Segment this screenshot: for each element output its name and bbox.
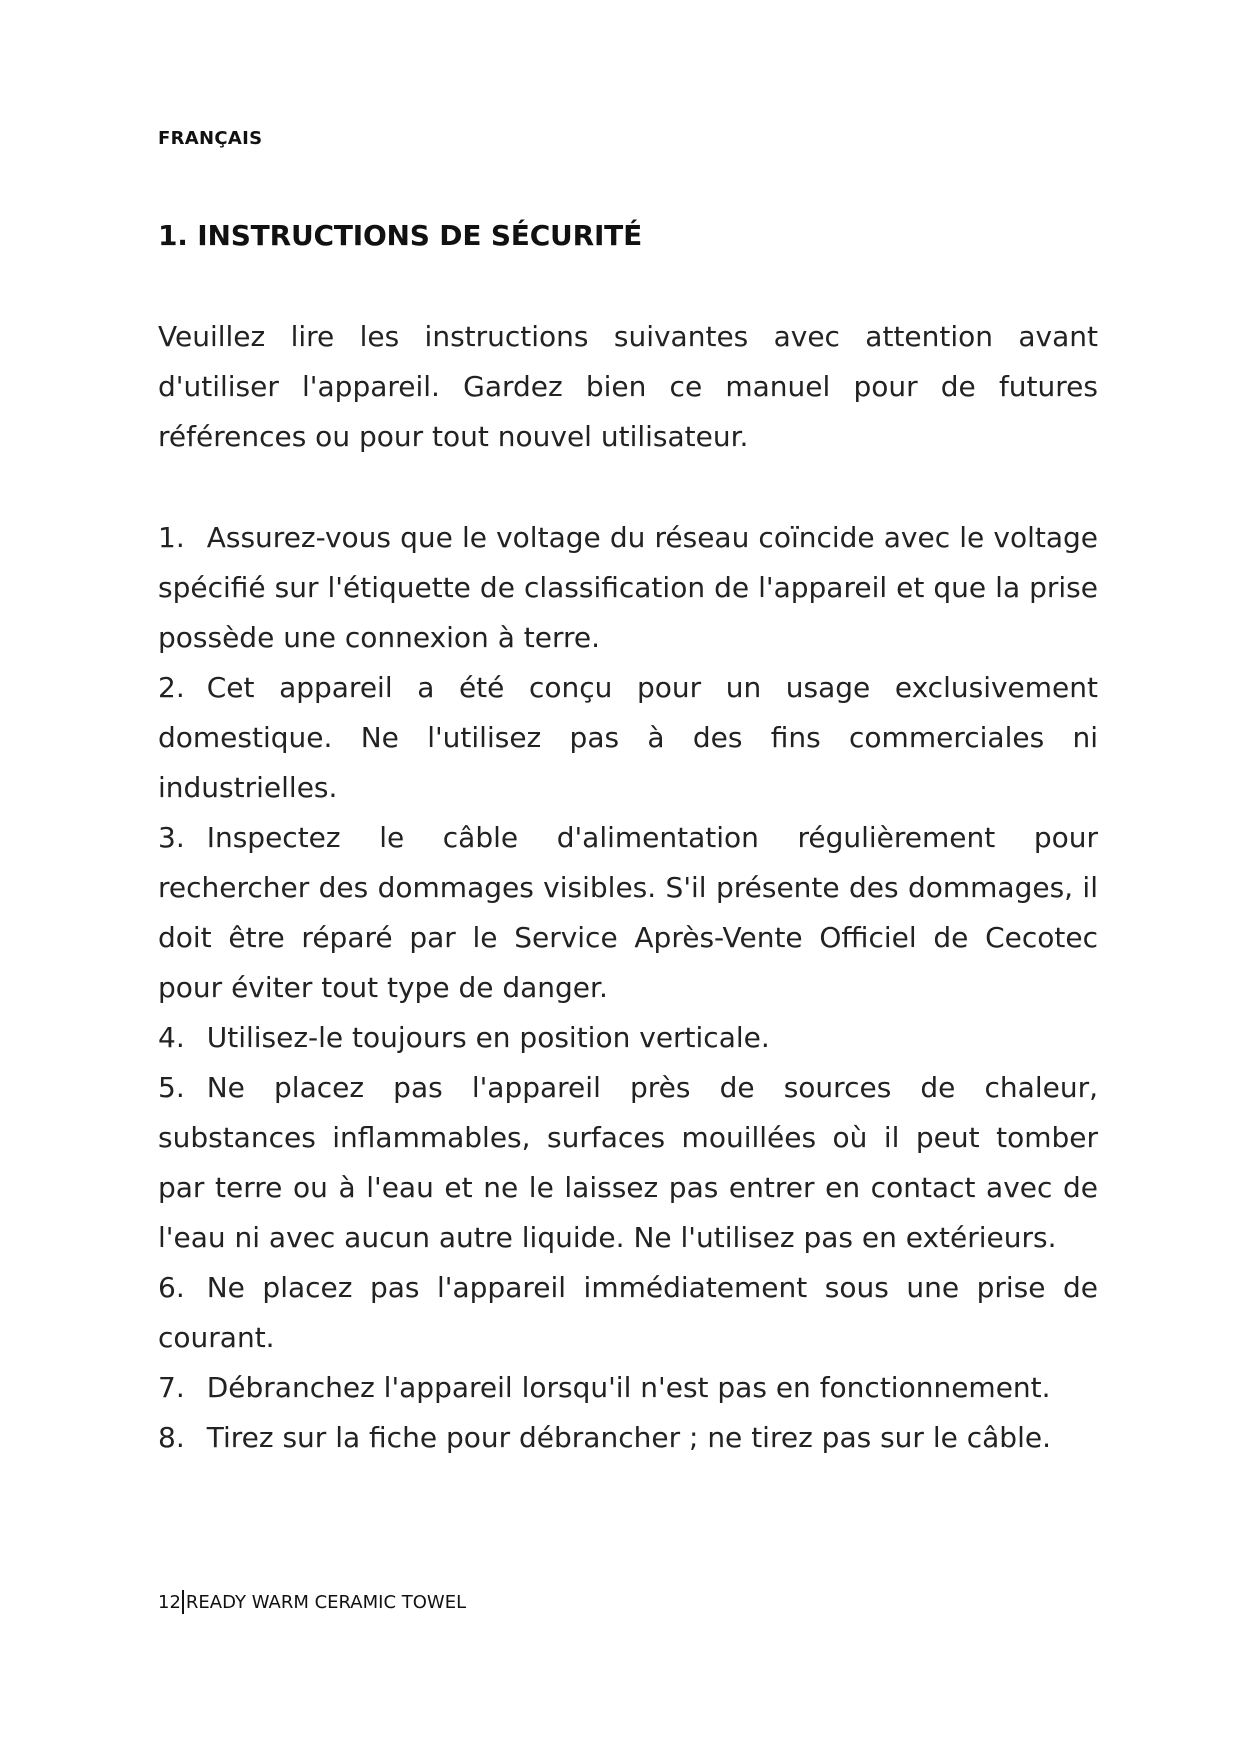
item-number: 6. (158, 1271, 185, 1304)
list-item (158, 1263, 1098, 1363)
item-text: Cet appareil a été conçu pour un usage exclusivement domestique. Ne l'utilisez pas à des fins commerciales ni industrielles. (158, 671, 1098, 804)
item-number: 3. (158, 821, 185, 854)
item-text: Ne placez pas l'appareil près de sources de chaleur, substances inflammables, surfaces mouillées où il peut tomber par terre ou à l'eau et ne le laissez pas entrer en contact avec de l'eau ni avec aucun autre liquide. Ne l'utilisez pas en extérieurs. (158, 1071, 1098, 1254)
product-name: READY WARM CERAMIC TOWEL (185, 1591, 467, 1613)
item-number: 8. (158, 1421, 185, 1454)
intro-paragraph: Veuillez lire les instructions suivantes avec attention avant d'utiliser l'appareil. Gardez bien ce manuel pour de futures références ou pour tout nouvel utilisateur. (158, 320, 1098, 453)
list-item (158, 1013, 1098, 1063)
item-number: 7. (158, 1371, 185, 1404)
item-text: Utilisez-le toujours en position verticale. (206, 1021, 770, 1054)
item-text: Tirez sur la fiche pour débrancher ; ne tirez pas sur le câble. (206, 1421, 1051, 1454)
item-number: 5. (158, 1071, 185, 1104)
list-item (158, 813, 1098, 1013)
footer-divider (182, 1590, 184, 1614)
page-footer (158, 1590, 466, 1614)
item-number: 2. (158, 671, 185, 704)
list-item (158, 1363, 1098, 1413)
manual-page (158, 0, 1098, 1754)
safety-instructions-list (158, 513, 1098, 1463)
item-number: 1. (158, 521, 185, 554)
list-item (158, 1413, 1098, 1463)
item-number: 4. (158, 1021, 185, 1054)
section-title: 1. INSTRUCTIONS DE SÉCURITÉ (158, 219, 642, 252)
item-text: Inspectez le câble d'alimentation régulièrement pour rechercher des dommages visibles. S'il présente des dommages, il doit être réparé par le Service Après-Vente Officiel de Cecotec pour éviter tout type de danger. (158, 821, 1098, 1004)
item-text: Ne placez pas l'appareil immédiatement sous une prise de courant. (158, 1271, 1098, 1354)
list-item (158, 513, 1098, 663)
page-number: 12 (158, 1591, 181, 1613)
item-text: Débranchez l'appareil lorsqu'il n'est pas en fonctionnement. (206, 1371, 1051, 1404)
language-label: FRANÇAIS (158, 128, 263, 149)
list-item (158, 1063, 1098, 1263)
item-text: Assurez-vous que le voltage du réseau coïncide avec le voltage spécifié sur l'étiquette de classification de l'appareil et que la prise possède une connexion à terre. (158, 521, 1098, 654)
list-item (158, 663, 1098, 813)
